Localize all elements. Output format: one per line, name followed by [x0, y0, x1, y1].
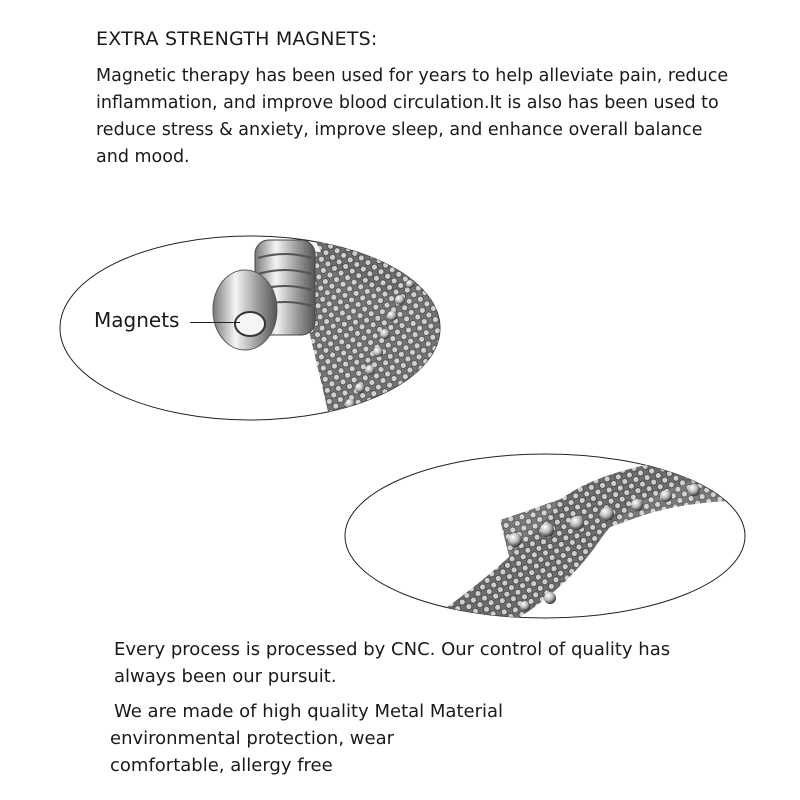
material-line-2: environmental protection, wear [110, 728, 395, 749]
intro-paragraph: Magnetic therapy has been used for years to help alleviate pain, reduce inflammation, and improve blood circulation.It is also has been used to reduce stress & anxiety, improve sleep, and enhance overall balance and mood. [96, 66, 729, 167]
cnc-paragraph: Every process is processed by CNC. Our control of quality has always been our pursuit. [114, 639, 671, 687]
material-line-1: We are made of high quality Metal Material [114, 701, 504, 722]
section-heading: EXTRA STRENGTH MAGNETS: [96, 28, 378, 50]
mesh-bracelet-closeup-image [345, 450, 760, 640]
material-line-3: comfortable, allergy free [110, 755, 333, 776]
callout-leader-line [190, 322, 240, 323]
material-paragraph [110, 698, 630, 779]
magnets-callout-label: Magnets [94, 308, 180, 332]
